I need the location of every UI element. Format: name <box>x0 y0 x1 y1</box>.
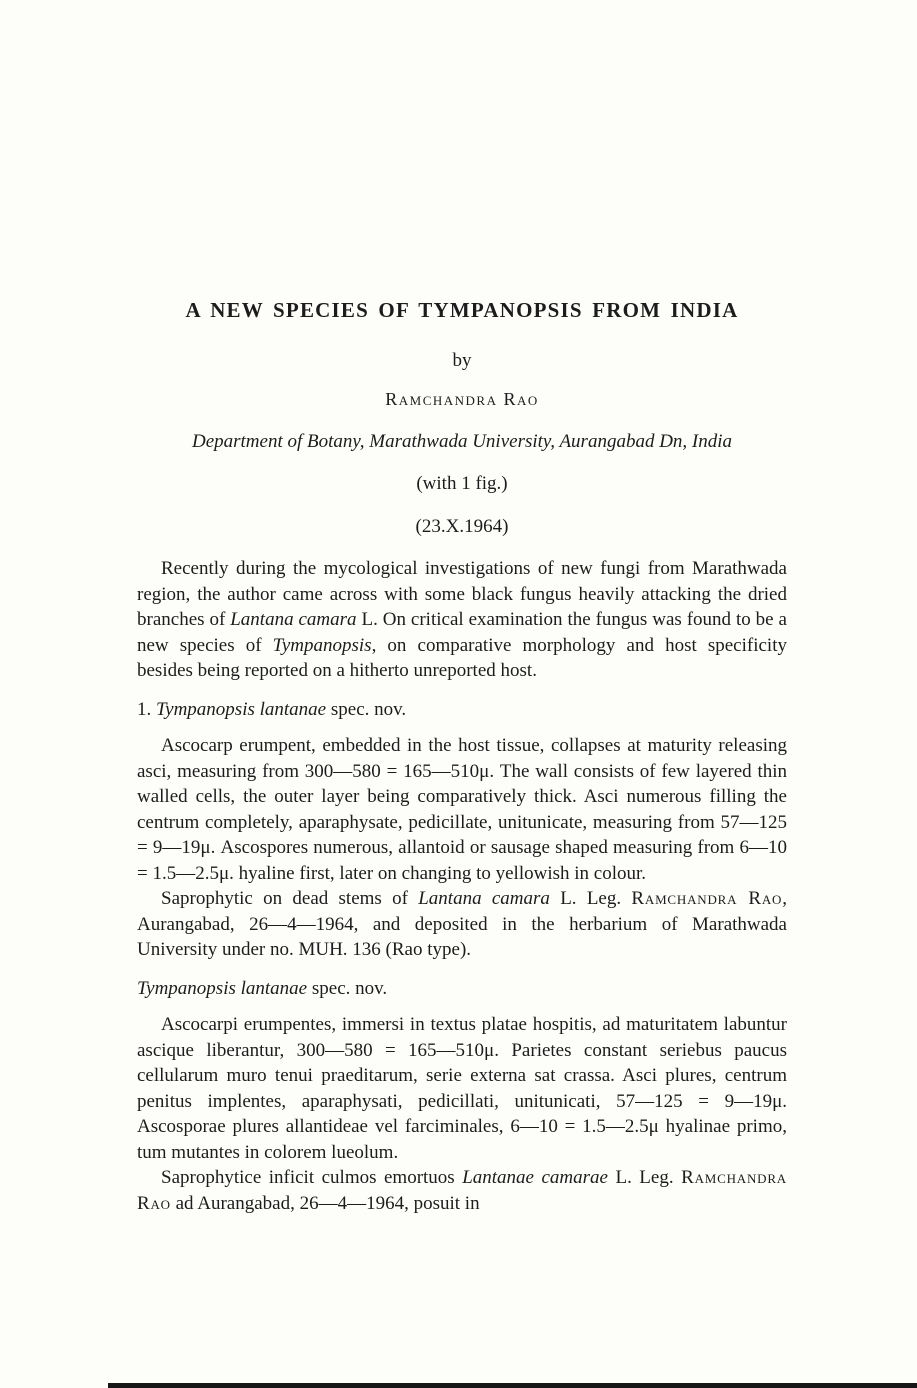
body-paragraph <box>137 556 787 684</box>
article-body <box>137 556 787 1216</box>
paper-title: A NEW SPECIES OF TYMPANOPSIS FROM INDIA <box>185 298 739 322</box>
author-name: Ramchandra Rao <box>385 389 539 409</box>
date-note: (23.X.1964) <box>415 516 509 537</box>
text-segment: Lantanae camarae <box>462 1167 608 1188</box>
figure-note: (with 1 fig.) <box>416 473 508 494</box>
scan-edge-artifact <box>108 1383 917 1388</box>
text-segment: L. Leg. <box>549 888 632 909</box>
text-segment: Saprophytic on dead stems of <box>161 888 419 909</box>
text-segment: 1. <box>137 698 156 720</box>
text-segment: Lantana camara <box>230 609 357 630</box>
body-paragraph <box>137 886 787 963</box>
byline: by <box>452 350 472 371</box>
text-segment: Tympanopsis lantanae <box>156 698 327 720</box>
text-segment: spec. nov. <box>326 698 407 720</box>
text-segment: L. On critical examination the fungus was found to be a new species of <box>137 609 787 656</box>
body-paragraph <box>137 1165 787 1216</box>
text-segment: spec. nov. <box>307 977 388 999</box>
affiliation: Department of Botany, Marathwada University, Aurangabad Dn, India <box>191 431 733 452</box>
text-segment: , on comparative morphology and host specificity besides being reported on a hitherto unreported host. <box>137 634 787 681</box>
section-heading <box>137 976 787 1002</box>
text-segment: Lantana camara <box>418 888 550 909</box>
text-segment: Recently during the mycological investigations of new fungi from Marathwada region, the author came across with some black fungus heavily attacking the dried branches of <box>137 558 787 630</box>
body-paragraph <box>137 733 787 886</box>
page-content <box>137 0 787 1216</box>
text-segment: Tympanopsis <box>272 634 372 656</box>
text-segment: , Aurangabad, 26—4—1964, and deposited in the herbarium of Marathwada University under no. MUH. 136 (Rao type). <box>137 888 787 960</box>
text-segment: Ascocarpi erumpentes, immersi in textus platae hospitis, ad maturitatem labuntur ascique liberantur, 300—580 = 165—510μ. Parietes constant seriebus paucus cellularum muro tenui praeditarum, serie externa sat crassa. Asci plures, centrum penitus implentes, aparaphysati, pedicillati, unitunicati, 57—125 = 9—19μ. Ascosporae plures allantideae vel farciminales, 6—10 = 1.5—2.5μ hyalinae primo, tum mutantes in colorem lueolum. <box>137 1014 787 1163</box>
text-segment: Tympanopsis lantanae <box>137 977 308 999</box>
text-segment: Ramchandra Rao <box>137 1167 787 1214</box>
text-segment: L. Leg. <box>607 1167 682 1188</box>
body-paragraph <box>137 1012 787 1165</box>
text-segment: ad Aurangabad, 26—4—1964, posuit in <box>170 1192 480 1214</box>
text-segment: Saprophytice inficit culmos emortuos <box>161 1167 463 1188</box>
section-heading <box>137 697 787 723</box>
text-segment: Ramchandra Rao <box>631 888 783 909</box>
text-segment: Ascocarp erumpent, embedded in the host tissue, collapses at maturity releasing asci, measuring from 300—580 = 165—510μ. The wall consists of few layered thin walled cells, the outer layer being comparatively thick. Asci numerous filling the centrum completely, aparaphysate, pedicillate, unitunicate, measuring from 57—125 = 9—19μ. Ascospores numerous, allantoid or sausage shaped measuring from 6—10 = 1.5—2.5μ. hyaline first, later on changing to yellowish in colour. <box>137 735 787 884</box>
